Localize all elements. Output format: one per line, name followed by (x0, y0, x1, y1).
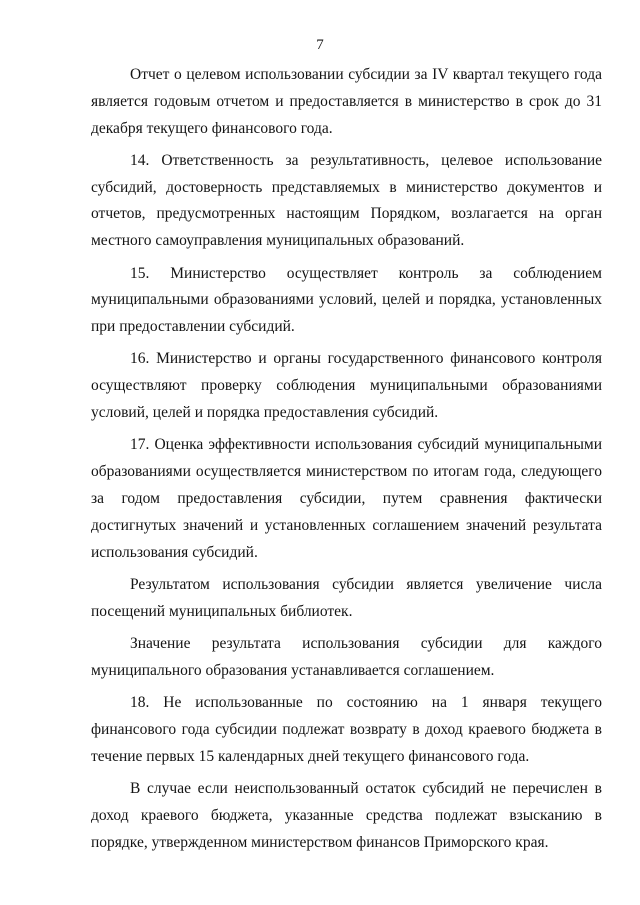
paragraph-14-responsibility: 14. Ответственность за результативность, целевое использование субсидий, достоверность представляемых в министерство документов и отчетов, предусмотренных настоящим Порядком, возлагается на орган местного самоуправления муниципальных образований. (91, 151, 602, 250)
page-number: 7 (316, 37, 324, 53)
paragraph-annual-report: Отчет о целевом использовании субсидии за IV квартал текущего года является годовым отчетом и предоставляется в министерство в срок до 31 декабря текущего финансового года. (91, 66, 602, 137)
paragraph-18-refund: 18. Не использованные по состоянию на 1 января текущего финансового года субсидии подлежат возврату в доход краевого бюджета в течение первых 15 календарных дней текущего финансового года. (91, 694, 602, 765)
paragraph-result-definition: Результатом использования субсидии является увеличение числа посещений муниципальных библиотек. (91, 575, 602, 620)
document-body (91, 62, 602, 862)
paragraph-recovery: В случае если неиспользованный остаток субсидий не перечислен в доход краевого бюджета, указанные средства подлежат взысканию в порядке, утвержденном министерством финансов Приморского края. (91, 779, 602, 851)
paragraph-15-ministry-control: 15. Министерство осуществляет контроль за соблюдением муниципальными образованиями условий, целей и порядка, установленных при предоставлении субсидий. (91, 264, 602, 336)
paragraph-17-efficiency-assessment: 17. Оценка эффективности использования субсидий муниципальными образованиями осуществляется министерством по итогам года, следующего за годом предоставления субсидии, путем сравнения фактически достигнутых значений и установленных соглашением значений результата использования субсидий. (91, 436, 602, 561)
paragraph-result-value: Значение результата использования субсидии для каждого муниципального образования устанавливается соглашением. (91, 634, 602, 679)
paragraph-16-financial-control: 16. Министерство и органы государственного финансового контроля осуществляют проверку соблюдения муниципальными образованиями условий, целей и порядка предоставления субсидий. (91, 350, 602, 422)
